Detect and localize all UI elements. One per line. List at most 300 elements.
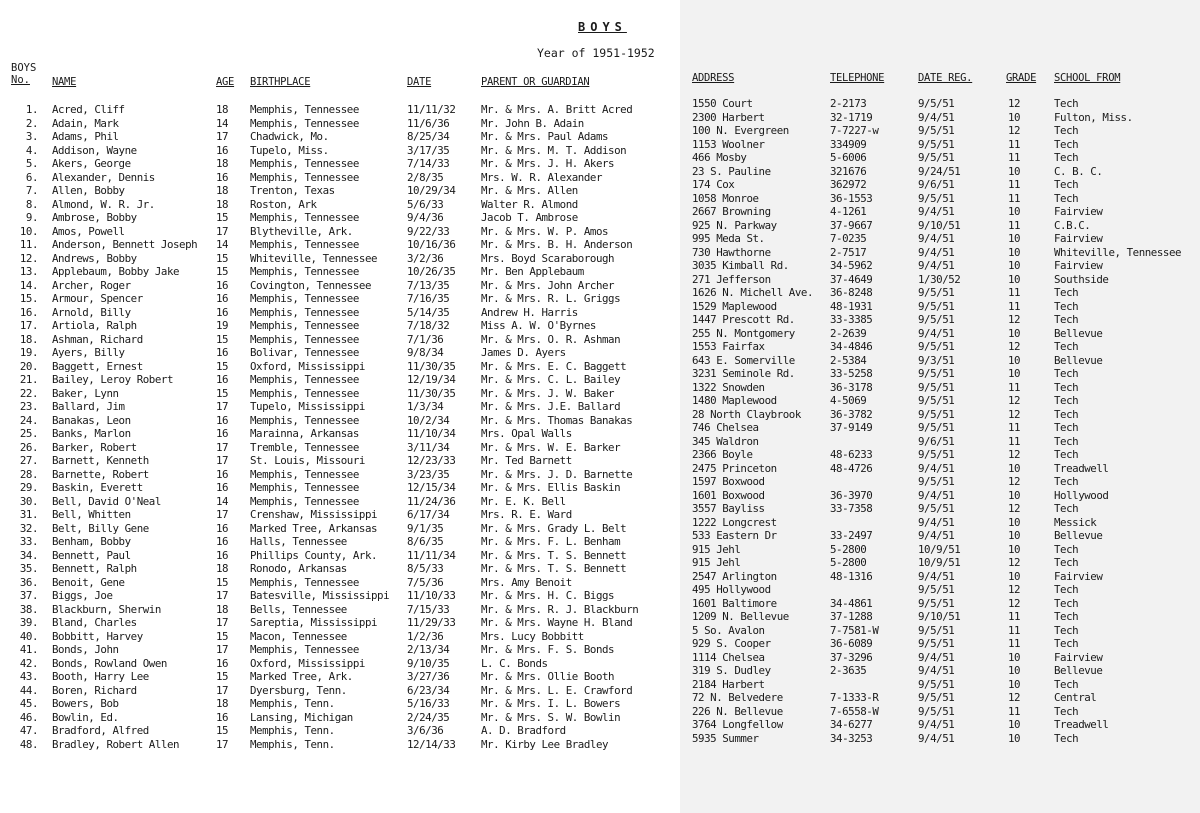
parent-guardian: Mr. & Mrs. F. L. Benham	[481, 535, 621, 548]
column-header-telephone: TELEPHONE	[830, 72, 885, 84]
grade: 10	[1008, 664, 1021, 677]
birth-date: 11/11/32	[407, 103, 456, 116]
address: 1601 Boxwood	[692, 488, 765, 502]
date-registered: 9/4/51	[918, 326, 955, 340]
address: 1601 Baltimore	[692, 596, 777, 610]
row-number: 8.	[25, 197, 38, 211]
student-name: Acred, Cliff	[52, 103, 125, 116]
birth-date: 12/14/33	[407, 737, 456, 751]
birth-date: 5/6/33	[407, 197, 444, 211]
address: 643 E. Somerville	[692, 353, 795, 367]
row-number: 47.	[19, 724, 38, 737]
grade: 11	[1008, 299, 1021, 313]
parent-guardian: Mr. & Mrs. R. L. Griggs	[481, 292, 621, 305]
address: 1597 Boxwood	[692, 475, 765, 488]
grade: 10	[1008, 353, 1021, 367]
birthplace: Memphis, Tennessee	[250, 643, 359, 656]
school-from: Tech	[1054, 637, 1079, 650]
address: 1626 N. Michell Ave.	[692, 286, 814, 299]
grade: 12	[1008, 556, 1021, 569]
grade: 12	[1008, 124, 1021, 137]
row-number: 27.	[19, 454, 38, 467]
date-registered: 9/5/51	[918, 299, 955, 313]
date-registered: 9/4/51	[918, 529, 955, 542]
row-number: 11.	[19, 238, 38, 251]
parent-guardian: Mr. & Mrs. I. L. Bowers	[481, 697, 621, 710]
birth-date: 8/6/35	[407, 535, 444, 548]
birth-date: 8/25/34	[407, 130, 450, 143]
student-name: Bailey, Leroy Robert	[52, 373, 174, 386]
school-from: Tech	[1054, 583, 1079, 596]
boys-label: BOYS	[11, 62, 37, 74]
school-from: Tech	[1054, 407, 1079, 421]
birthplace: Memphis, Tennessee	[250, 238, 359, 251]
address: 1209 N. Bellevue	[692, 610, 789, 623]
address: 3231 Seminole Rd.	[692, 367, 795, 380]
birthplace: Halls, Tennessee	[250, 535, 347, 548]
birthplace: Lansing, Michigan	[250, 710, 353, 724]
birth-date: 11/6/36	[407, 116, 450, 130]
telephone: 33-7358	[830, 502, 873, 515]
student-age: 18	[216, 562, 229, 575]
school-from: Bellevue	[1054, 326, 1103, 340]
school-from: Treadwell	[1054, 461, 1109, 475]
birthplace: Phillips County, Ark.	[250, 548, 378, 562]
row-number: 31.	[19, 508, 38, 521]
birth-date: 1/2/36	[407, 629, 444, 643]
school-from: Fairview	[1054, 569, 1103, 583]
date-registered: 9/4/51	[918, 731, 955, 745]
address: 533 Eastern Dr	[692, 529, 777, 542]
row-number: 39.	[19, 616, 38, 629]
parent-guardian: Jacob T. Ambrose	[481, 211, 578, 224]
student-age: 16	[216, 427, 229, 440]
grade: 11	[1008, 704, 1021, 718]
row-number: 24.	[19, 413, 38, 427]
birthplace: Memphis, Tennessee	[250, 575, 359, 589]
birth-date: 7/5/36	[407, 575, 444, 589]
address: 495 Hollywood	[692, 583, 771, 596]
boys-no-header	[11, 62, 36, 86]
row-number: 23.	[19, 400, 38, 413]
row-number: 18.	[19, 332, 38, 346]
student-age: 16	[216, 278, 229, 292]
birthplace: Memphis, Tennessee	[250, 481, 359, 494]
student-name: Boren, Richard	[52, 683, 137, 697]
school-from: Tech	[1054, 394, 1079, 407]
grade: 10	[1008, 367, 1021, 380]
address: 5935 Summer	[692, 731, 759, 745]
date-registered: 9/4/51	[918, 650, 955, 664]
address: 3035 Kimball Rd.	[692, 259, 789, 272]
telephone: 5-6006	[830, 151, 867, 164]
address: 466 Mosby	[692, 151, 747, 164]
telephone: 36-6089	[830, 637, 873, 650]
student-age: 16	[216, 305, 229, 319]
parent-guardian: Mr. & Mrs. J. W. Baker	[481, 386, 615, 400]
row-number: 44.	[19, 683, 38, 697]
student-name: Bowers, Bob	[52, 697, 119, 710]
row-number: 43.	[19, 670, 38, 683]
school-from: C. B. C.	[1054, 164, 1103, 178]
address: 730 Hawthorne	[692, 245, 771, 259]
school-from: Tech	[1054, 137, 1079, 151]
birth-date: 11/30/35	[407, 359, 456, 373]
date-registered: 9/5/51	[918, 151, 955, 164]
birth-date: 10/26/35	[407, 265, 456, 278]
row-number: 41.	[19, 643, 38, 656]
telephone: 2-5384	[830, 353, 867, 367]
student-name: Adams, Phil	[52, 130, 119, 143]
telephone: 48-1316	[830, 569, 873, 583]
telephone: 7-0235	[830, 232, 867, 245]
birth-date: 7/13/35	[407, 278, 450, 292]
date-registered: 9/4/51	[918, 515, 955, 529]
date-registered: 9/4/51	[918, 245, 955, 259]
parent-guardian: Mr. & Mrs. B. H. Anderson	[481, 238, 633, 251]
school-from: Fulton, Miss.	[1054, 110, 1133, 124]
birth-date: 12/15/34	[407, 481, 456, 494]
birthplace: Oxford, Mississippi	[250, 656, 365, 670]
parent-guardian: Mr. & Mrs. W. E. Barker	[481, 440, 621, 454]
parent-guardian: Mr. & Mrs. F. S. Bonds	[481, 643, 615, 656]
address: 226 N. Bellevue	[692, 704, 783, 718]
student-age: 14	[216, 238, 229, 251]
telephone: 7-1333-R	[830, 691, 879, 704]
student-name: Applebaum, Bobby Jake	[52, 265, 180, 278]
grade: 10	[1008, 529, 1021, 542]
student-name: Bland, Charles	[52, 616, 137, 629]
birthplace: Sareptia, Mississippi	[250, 616, 378, 629]
grade: 11	[1008, 434, 1021, 448]
address: 72 N. Belvedere	[692, 691, 783, 704]
telephone: 36-1553	[830, 191, 873, 205]
telephone: 2-7517	[830, 245, 867, 259]
address: 2184 Harbert	[692, 677, 765, 691]
student-name: Bradley, Robert Allen	[52, 737, 180, 751]
student-age: 16	[216, 143, 229, 157]
column-header-date-reg: DATE REG.	[918, 72, 973, 84]
school-from: Tech	[1054, 434, 1079, 448]
column-header-school-from: SCHOOL FROM	[1054, 72, 1121, 84]
birthplace: Marked Tree, Ark.	[250, 670, 353, 683]
birth-date: 3/2/36	[407, 251, 444, 265]
student-name: Ayers, Billy	[52, 346, 125, 359]
telephone: 34-4846	[830, 340, 873, 353]
grade: 12	[1008, 97, 1021, 110]
student-age: 15	[216, 265, 229, 278]
address: 1153 Woolner	[692, 137, 765, 151]
row-number: 37.	[19, 589, 38, 602]
row-number: 10.	[19, 224, 38, 238]
column-header-grade: GRADE	[1006, 72, 1037, 84]
birth-date: 10/16/36	[407, 238, 456, 251]
telephone: 5-2800	[830, 556, 867, 569]
birth-date: 9/10/35	[407, 656, 450, 670]
student-name: Bell, David O'Neal	[52, 494, 161, 508]
date-registered: 9/5/51	[918, 623, 955, 637]
birth-date: 7/18/32	[407, 319, 450, 332]
parent-guardian: Mr. & Mrs. S. W. Bowlin	[481, 710, 621, 724]
student-name: Bradford, Alfred	[52, 724, 149, 737]
birthplace: Memphis, Tennessee	[250, 494, 359, 508]
school-from: Bellevue	[1054, 353, 1103, 367]
no-label: No.	[11, 74, 30, 86]
date-registered: 9/4/51	[918, 461, 955, 475]
birth-date: 6/17/34	[407, 508, 450, 521]
student-name: Bowlin, Ed.	[52, 710, 119, 724]
student-name: Baggett, Ernest	[52, 359, 143, 373]
row-number: 28.	[19, 467, 38, 481]
student-age: 18	[216, 197, 229, 211]
grade: 11	[1008, 421, 1021, 434]
telephone: 34-3253	[830, 731, 873, 745]
student-age: 15	[216, 211, 229, 224]
birthplace: Bells, Tennessee	[250, 602, 347, 616]
school-from: Tech	[1054, 178, 1079, 191]
birth-date: 12/19/34	[407, 373, 456, 386]
school-from: Tech	[1054, 502, 1079, 515]
birthplace: Memphis, Tennessee	[250, 413, 359, 427]
birth-date: 7/14/33	[407, 157, 450, 170]
student-age: 17	[216, 440, 229, 454]
birthplace: Dyersburg, Tenn.	[250, 683, 347, 697]
birthplace: Marainna, Arkansas	[250, 427, 359, 440]
parent-guardian: Mr. & Mrs. L. E. Crawford	[481, 683, 633, 697]
parent-guardian: L. C. Bonds	[481, 656, 548, 670]
grade: 10	[1008, 515, 1021, 529]
telephone: 33-5258	[830, 367, 873, 380]
parent-guardian: Walter R. Almond	[481, 197, 578, 211]
grade: 10	[1008, 326, 1021, 340]
school-from: Tech	[1054, 286, 1079, 299]
student-age: 16	[216, 346, 229, 359]
grade: 10	[1008, 259, 1021, 272]
birthplace: Tupelo, Mississippi	[250, 400, 365, 413]
address: 255 N. Montgomery	[692, 326, 795, 340]
row-number: 17.	[19, 319, 38, 332]
student-age: 14	[216, 116, 229, 130]
address: 915 Jehl	[692, 556, 741, 569]
school-from: Fairview	[1054, 205, 1103, 218]
student-name: Benoit, Gene	[52, 575, 125, 589]
school-from: Tech	[1054, 191, 1079, 205]
parent-guardian: James D. Ayers	[481, 346, 566, 359]
page-title: BOYS	[578, 20, 627, 34]
student-age: 18	[216, 157, 229, 170]
student-name: Baker, Lynn	[52, 386, 119, 400]
student-age: 17	[216, 224, 229, 238]
column-header-age: AGE	[216, 76, 235, 88]
birth-date: 3/11/34	[407, 440, 450, 454]
date-registered: 9/5/51	[918, 394, 955, 407]
grade: 12	[1008, 475, 1021, 488]
date-registered: 9/4/51	[918, 488, 955, 502]
student-name: Almond, W. R. Jr.	[52, 197, 155, 211]
student-age: 16	[216, 548, 229, 562]
student-name: Barnett, Kenneth	[52, 454, 149, 467]
student-age: 16	[216, 521, 229, 535]
row-number: 2.	[25, 116, 38, 130]
birthplace: Whiteville, Tennessee	[250, 251, 378, 265]
grade: 10	[1008, 461, 1021, 475]
grade: 12	[1008, 691, 1021, 704]
parent-guardian: Mr. & Mrs. Ellis Baskin	[481, 481, 621, 494]
row-number: 5.	[25, 157, 38, 170]
telephone: 33-3385	[830, 313, 873, 326]
student-name: Bell, Whitten	[52, 508, 131, 521]
grade: 10	[1008, 677, 1021, 691]
school-from: Tech	[1054, 596, 1079, 610]
telephone: 36-3970	[830, 488, 873, 502]
address: 2547 Arlington	[692, 569, 777, 583]
student-age: 16	[216, 656, 229, 670]
school-from: Tech	[1054, 367, 1079, 380]
school-from: Tech	[1054, 380, 1079, 394]
grade: 10	[1008, 232, 1021, 245]
grade: 12	[1008, 313, 1021, 326]
birthplace: Memphis, Tennessee	[250, 116, 359, 130]
student-age: 17	[216, 130, 229, 143]
parent-guardian: Mr. & Mrs. C. L. Bailey	[481, 373, 621, 386]
birthplace: Memphis, Tenn.	[250, 737, 335, 751]
school-from: Southside	[1054, 272, 1109, 286]
school-from: Tech	[1054, 313, 1079, 326]
row-number: 45.	[19, 697, 38, 710]
column-header-name: NAME	[52, 76, 77, 88]
parent-guardian: Mrs. Lucy Bobbitt	[481, 629, 584, 643]
birthplace: Memphis, Tennessee	[250, 265, 359, 278]
grade: 10	[1008, 488, 1021, 502]
birth-date: 10/29/34	[407, 184, 456, 197]
student-age: 15	[216, 251, 229, 265]
grade: 12	[1008, 407, 1021, 421]
date-registered: 9/10/51	[918, 218, 961, 232]
column-header-parent: PARENT OR GUARDIAN	[481, 76, 590, 88]
parent-guardian: Mr. John B. Adain	[481, 116, 584, 130]
birthplace: Macon, Tennessee	[250, 629, 347, 643]
student-name: Ashman, Richard	[52, 332, 143, 346]
row-number: 38.	[19, 602, 38, 616]
student-name: Arnold, Billy	[52, 305, 131, 319]
parent-guardian: Mr. & Mrs. Paul Adams	[481, 130, 609, 143]
student-name: Barnette, Robert	[52, 467, 149, 481]
student-name: Anderson, Bennett Joseph	[52, 238, 198, 251]
grade: 11	[1008, 151, 1021, 164]
date-registered: 9/4/51	[918, 110, 955, 124]
date-registered: 9/3/51	[918, 353, 955, 367]
student-age: 18	[216, 697, 229, 710]
row-number: 15.	[19, 292, 38, 305]
telephone: 48-6233	[830, 448, 873, 461]
grade: 10	[1008, 542, 1021, 556]
row-number: 25.	[19, 427, 38, 440]
student-name: Bobbitt, Harvey	[52, 629, 143, 643]
address: 28 North Claybrook	[692, 407, 801, 421]
school-from: C.B.C.	[1054, 218, 1091, 232]
birthplace: Blytheville, Ark.	[250, 224, 353, 238]
student-name: Akers, George	[52, 157, 131, 170]
row-number: 9.	[25, 211, 38, 224]
date-registered: 9/6/51	[918, 178, 955, 191]
birthplace: Memphis, Tenn.	[250, 697, 335, 710]
row-number: 21.	[19, 373, 38, 386]
date-registered: 9/5/51	[918, 137, 955, 151]
birthplace: Tremble, Tennessee	[250, 440, 359, 454]
telephone: 37-1288	[830, 610, 873, 623]
address: 174 Cox	[692, 178, 735, 191]
date-registered: 9/5/51	[918, 367, 955, 380]
birth-date: 7/16/35	[407, 292, 450, 305]
telephone: 32-1719	[830, 110, 873, 124]
parent-guardian: Mr. & Mrs. J.E. Ballard	[481, 400, 621, 413]
student-name: Bennett, Ralph	[52, 562, 137, 575]
row-number: 14.	[19, 278, 38, 292]
date-registered: 9/5/51	[918, 124, 955, 137]
parent-guardian: Mrs. Amy Benoit	[481, 575, 572, 589]
school-from: Tech	[1054, 340, 1079, 353]
school-from: Tech	[1054, 475, 1079, 488]
date-registered: 9/5/51	[918, 637, 955, 650]
birthplace: Memphis, Tennessee	[250, 467, 359, 481]
address: 1058 Monroe	[692, 191, 759, 205]
row-number: 32.	[19, 521, 38, 535]
parent-guardian: Mr. & Mrs. J. H. Akers	[481, 157, 615, 170]
grade: 12	[1008, 394, 1021, 407]
school-from: Tech	[1054, 299, 1079, 313]
birthplace: Marked Tree, Arkansas	[250, 521, 378, 535]
grade: 11	[1008, 137, 1021, 151]
address: 1222 Longcrest	[692, 515, 777, 529]
parent-guardian: Mr. Ted Barnett	[481, 454, 572, 467]
student-name: Amos, Powell	[52, 224, 125, 238]
telephone: 334909	[830, 137, 867, 151]
date-registered: 9/4/51	[918, 664, 955, 677]
row-number: 42.	[19, 656, 38, 670]
address: 23 S. Pauline	[692, 164, 771, 178]
birthplace: Ronodo, Arkansas	[250, 562, 347, 575]
date-registered: 10/9/51	[918, 556, 961, 569]
student-age: 15	[216, 575, 229, 589]
student-age: 16	[216, 170, 229, 184]
date-registered: 9/5/51	[918, 583, 955, 596]
school-from: Tech	[1054, 542, 1079, 556]
birthplace: Memphis, Tennessee	[250, 332, 359, 346]
grade: 10	[1008, 245, 1021, 259]
parent-guardian: Mrs. R. E. Ward	[481, 508, 572, 521]
address: 2475 Princeton	[692, 461, 777, 475]
address: 1480 Maplewood	[692, 394, 777, 407]
student-name: Barker, Robert	[52, 440, 137, 454]
school-from: Tech	[1054, 421, 1079, 434]
grade: 10	[1008, 731, 1021, 745]
student-name: Bonds, Rowland Owen	[52, 656, 167, 670]
student-age: 15	[216, 724, 229, 737]
parent-guardian: Mr. Ben Applebaum	[481, 265, 584, 278]
parent-guardian: Mr. & Mrs. W. P. Amos	[481, 224, 609, 238]
address: 995 Meda St.	[692, 232, 765, 245]
birth-date: 11/10/34	[407, 427, 456, 440]
birth-date: 12/23/33	[407, 454, 456, 467]
student-age: 17	[216, 508, 229, 521]
address: 2300 Harbert	[692, 110, 765, 124]
date-registered: 9/5/51	[918, 448, 955, 461]
student-age: 16	[216, 373, 229, 386]
address: 3764 Longfellow	[692, 718, 783, 731]
birth-date: 11/30/35	[407, 386, 456, 400]
grade: 10	[1008, 164, 1021, 178]
school-from: Tech	[1054, 731, 1079, 745]
